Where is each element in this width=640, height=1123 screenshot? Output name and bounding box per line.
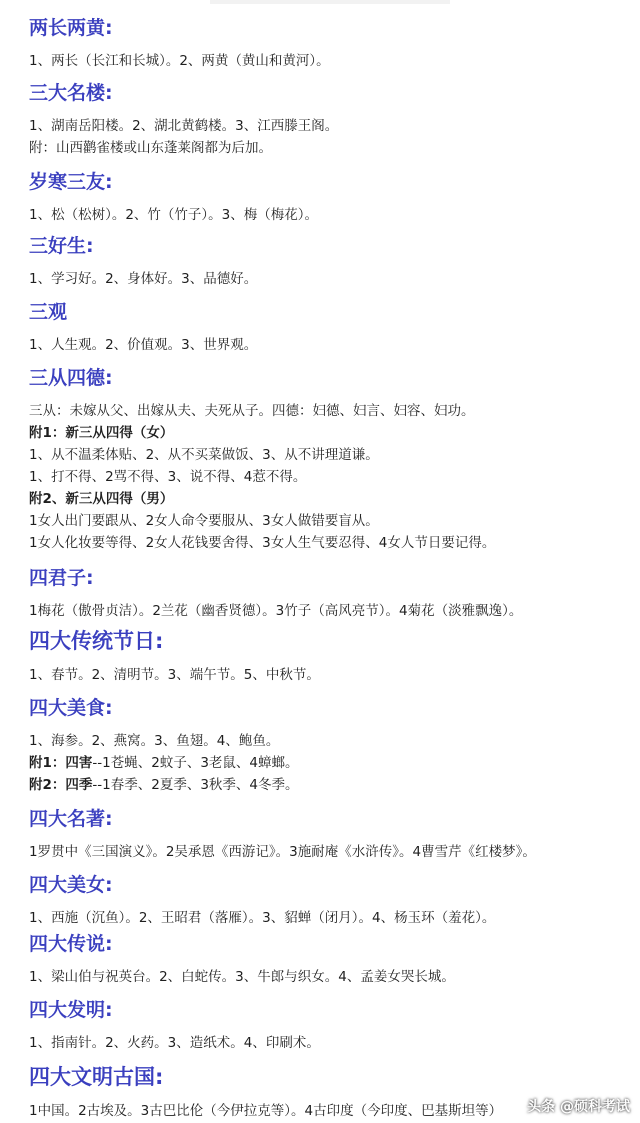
watermark-text: 头条 @硕科考试 [527, 1099, 630, 1115]
section-four-traditional-festivals [29, 628, 629, 686]
section-title: 四大美食: [29, 697, 113, 719]
section-four-delicacies [29, 696, 629, 796]
section-four-gentlemen [29, 566, 629, 622]
section-line: 1、西施（沉鱼）。2、王昭君（落雁）。3、貂蝉（闭月）。4、杨玉环（羞花）。 [29, 910, 496, 926]
section-line: 1、春节。2、清明节。3、端午节。5、中秋节。 [29, 667, 320, 683]
section-title: 三观 [29, 301, 68, 323]
section-title: 四大发明: [29, 999, 113, 1021]
section-line: 1、从不温柔体贴、2、从不买菜做饭、3、从不讲理道谦。 [29, 447, 379, 463]
appendix-label: 附1：四害 [29, 755, 93, 771]
section-title: 四大文明古国: [29, 1065, 164, 1089]
watermark [527, 1093, 630, 1119]
section-title: 四大传统节日: [29, 629, 164, 653]
section-appendix-line [29, 774, 629, 796]
section-four-beauties [29, 873, 629, 929]
section-subheading: 附1：新三从四得（女） [29, 425, 174, 441]
section-line: 附：山西鹳雀楼或山东蓬莱阁都为后加。 [29, 140, 272, 156]
section-line: 1、松（松树）。2、竹（竹子）。3、梅（梅花）。 [29, 207, 319, 223]
section-title: 三大名楼: [29, 82, 113, 104]
section-line: 1、两长（长江和长城）。2、两黄（黄山和黄河）。 [29, 53, 330, 69]
appendix-text: --1春季、2夏季、3秋季、4冬季。 [92, 777, 299, 793]
section-title: 岁寒三友: [29, 171, 113, 193]
section-three-obediences [29, 366, 629, 554]
section-three-friends-of-winter [29, 170, 629, 226]
section-line: 1女人化妆要等得、2女人花钱要舍得、3女人生气要忍得、4女人节日要记得。 [29, 535, 496, 551]
section-title: 四大传说: [29, 933, 113, 955]
section-three-views [29, 300, 629, 356]
section-four-classic-novels [29, 807, 629, 863]
section-line: 1、指南针。2、火药。3、造纸术。4、印刷术。 [29, 1035, 320, 1051]
section-title: 四大美女: [29, 874, 113, 896]
section-line: 1、海参。2、燕窝。3、鱼翅。4、鲍鱼。 [29, 733, 280, 749]
section-line: 1、梁山伯与祝英台。2、白蛇传。3、牛郎与织女。4、孟姜女哭长城。 [29, 969, 455, 985]
section-two-long-two-yellow [29, 16, 629, 72]
section-three-good-student [29, 234, 629, 290]
section-line: 1中国。2古埃及。3古巴比伦（今伊拉克等）。4古印度（今印度、巴基斯坦等） [29, 1103, 503, 1119]
section-line: 1梅花（傲骨贞洁）。2兰花（幽香贤德）。3竹子（高风亮节）。4菊花（淡雅飘逸）。 [29, 603, 523, 619]
section-title: 两长两黄: [29, 17, 113, 39]
section-four-legends [29, 932, 629, 988]
section-title: 三从四德: [29, 367, 113, 389]
section-title: 四君子: [29, 567, 94, 589]
section-line: 1、学习好。2、身体好。3、品德好。 [29, 271, 258, 287]
section-subheading: 附2、新三从四得（男） [29, 491, 174, 507]
section-line: 三从：未嫁从父、出嫁从夫、夫死从子。四德：妇德、妇言、妇容、妇功。 [29, 403, 475, 419]
section-title: 四大名著: [29, 808, 113, 830]
section-line: 1、人生观。2、价值观。3、世界观。 [29, 337, 258, 353]
section-line: 1罗贯中《三国演义》。2吴承恩《西游记》。3施耐庵《水浒传》。4曹雪芹《红楼梦》。 [29, 844, 536, 860]
section-title: 三好生: [29, 235, 94, 257]
section-three-famous-towers [29, 81, 629, 159]
top-strip [210, 0, 450, 4]
appendix-text: --1苍蝇、2蚊子、3老鼠、4蟑螂。 [92, 755, 299, 771]
appendix-label: 附2：四季 [29, 777, 93, 793]
section-line: 1、湖南岳阳楼。2、湖北黄鹤楼。3、江西滕王阁。 [29, 118, 339, 134]
section-line: 1女人出门要跟从、2女人命令要服从、3女人做错要盲从。 [29, 513, 379, 529]
section-line: 1、打不得、2骂不得、3、说不得、4惹不得。 [29, 469, 307, 485]
section-appendix-line [29, 752, 629, 774]
section-four-inventions [29, 998, 629, 1054]
